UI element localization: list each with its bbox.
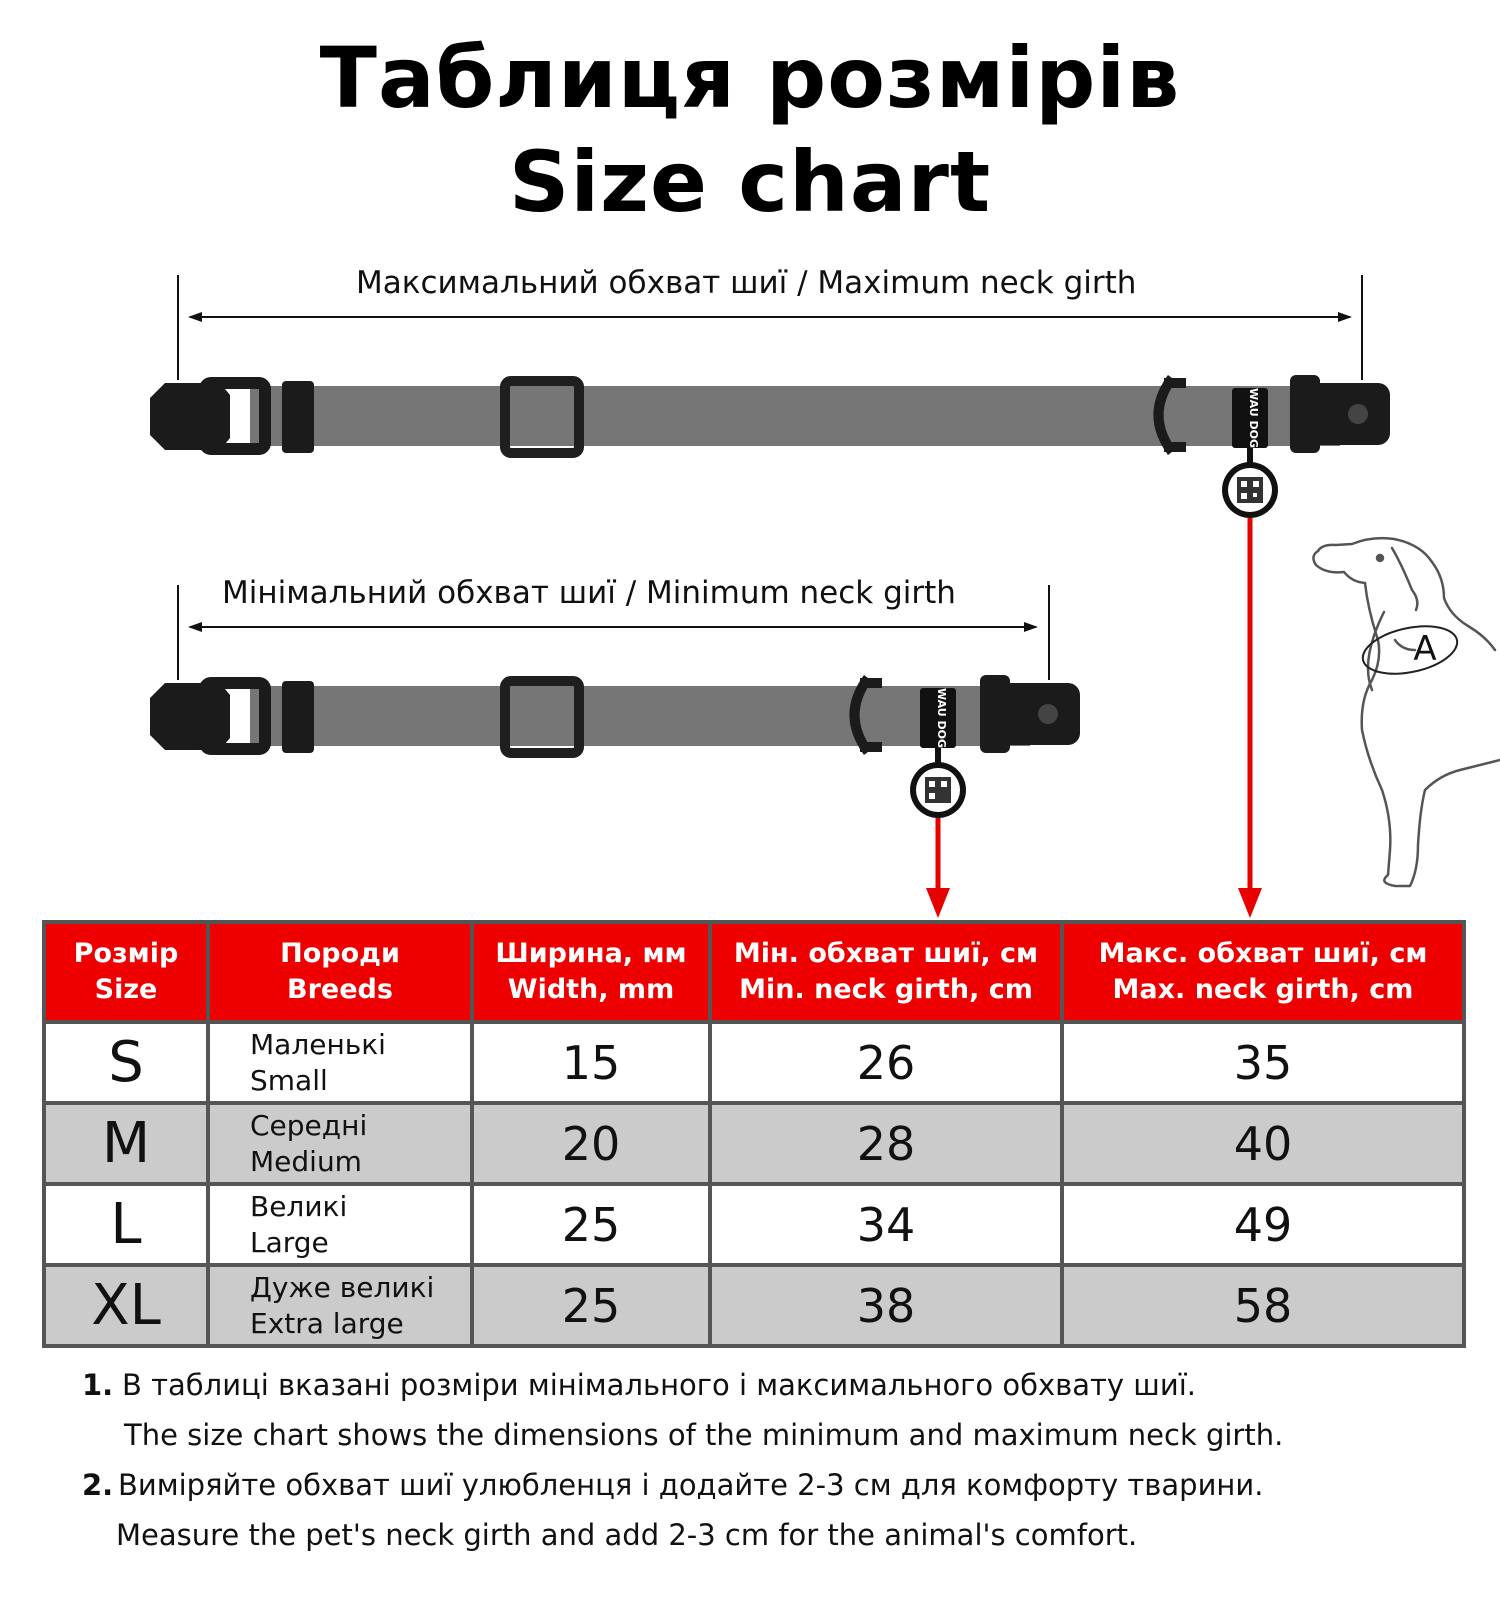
cell-breed (208, 1265, 472, 1346)
notes-list (82, 1360, 1482, 1560)
header-min-girth (710, 922, 1062, 1022)
cell-max-girth: 40 (1062, 1103, 1464, 1184)
note-1-number: 1. (82, 1368, 114, 1402)
cell-size: L (44, 1184, 208, 1265)
collar-min-image (150, 675, 1080, 818)
breed-uk: Середні (250, 1108, 368, 1142)
note-2-en: Measure the pet's neck girth and add 2-3 cm for the animal's comfort. (116, 1518, 1138, 1552)
cell-min-girth: 28 (710, 1103, 1062, 1184)
cell-width: 25 (472, 1265, 710, 1346)
cell-breed (208, 1022, 472, 1103)
cell-size: S (44, 1022, 208, 1103)
table-header-row (44, 922, 1464, 1022)
cell-width: 25 (472, 1184, 710, 1265)
note-1-en: The size chart shows the dimensions of the minimum and maximum neck girth. (124, 1418, 1284, 1452)
table-row (44, 1184, 1464, 1265)
title-ukrainian: Таблиця розмірів (319, 29, 1181, 127)
breed-en: Large (250, 1225, 329, 1259)
cell-max-girth: 58 (1062, 1265, 1464, 1346)
breed-en: Small (250, 1063, 328, 1097)
header-width-en: Width, mm (507, 974, 675, 1005)
min-girth-label: Мінімальний обхват шиї / Minimum neck girth (222, 575, 956, 611)
dog-outline-illustration (1313, 538, 1500, 886)
header-width-uk: Ширина, мм (495, 938, 687, 969)
note-1-uk-row (82, 1360, 1482, 1410)
cell-width: 15 (472, 1022, 710, 1103)
cell-breed (208, 1103, 472, 1184)
note-2-number: 2. (82, 1468, 114, 1502)
table-row (44, 1103, 1464, 1184)
header-size-en: Size (94, 974, 158, 1005)
table-row (44, 1265, 1464, 1346)
header-max-girth (1062, 922, 1464, 1022)
header-width (472, 922, 710, 1022)
cell-width: 20 (472, 1103, 710, 1184)
header-breeds-en: Breeds (287, 974, 393, 1005)
brand-tag-min-text: WAU DOG (935, 687, 948, 749)
brand-tag-max-text: WAU DOG (1247, 387, 1260, 449)
collar-max-image (150, 375, 1390, 518)
note-1-uk: В таблиці вказані розміри мінімального і максимального обхвату шиї. (122, 1368, 1196, 1402)
header-breeds-uk: Породи (280, 938, 400, 969)
header-min-uk: Мін. обхват шиї, см (733, 938, 1039, 969)
cell-max-girth: 35 (1062, 1022, 1464, 1103)
header-min-en: Min. neck girth, cm (739, 974, 1033, 1005)
breed-en: Extra large (250, 1306, 404, 1340)
header-max-uk: Макс. обхват шиї, см (1098, 938, 1428, 969)
note-1-en-row (82, 1410, 1482, 1460)
breed-uk: Дуже великі (250, 1270, 435, 1304)
cell-min-girth: 38 (710, 1265, 1062, 1346)
header-breeds (208, 922, 472, 1022)
note-2-uk: Виміряйте обхват шиї улюбленця і додайте 2-3 см для комфорту тварини. (118, 1468, 1264, 1502)
table-row (44, 1022, 1464, 1103)
breed-uk: Маленькі (250, 1027, 386, 1061)
header-max-en: Max. neck girth, cm (1112, 974, 1414, 1005)
dog-neck-label: A (1413, 629, 1437, 669)
header-size (44, 922, 208, 1022)
max-girth-label: Максимальний обхват шиї / Maximum neck girth (356, 265, 1137, 301)
note-2-en-row (82, 1510, 1482, 1560)
note-2-uk-row (82, 1460, 1482, 1510)
cell-size: M (44, 1103, 208, 1184)
cell-max-girth: 49 (1062, 1184, 1464, 1265)
cell-breed (208, 1184, 472, 1265)
title-english: Size chart (508, 133, 992, 231)
breed-en: Medium (250, 1144, 362, 1178)
size-table (42, 920, 1466, 1348)
header-size-uk: Розмір (73, 938, 179, 969)
cell-size: XL (44, 1265, 208, 1346)
cell-min-girth: 26 (710, 1022, 1062, 1103)
cell-min-girth: 34 (710, 1184, 1062, 1265)
breed-uk: Великі (250, 1189, 348, 1223)
